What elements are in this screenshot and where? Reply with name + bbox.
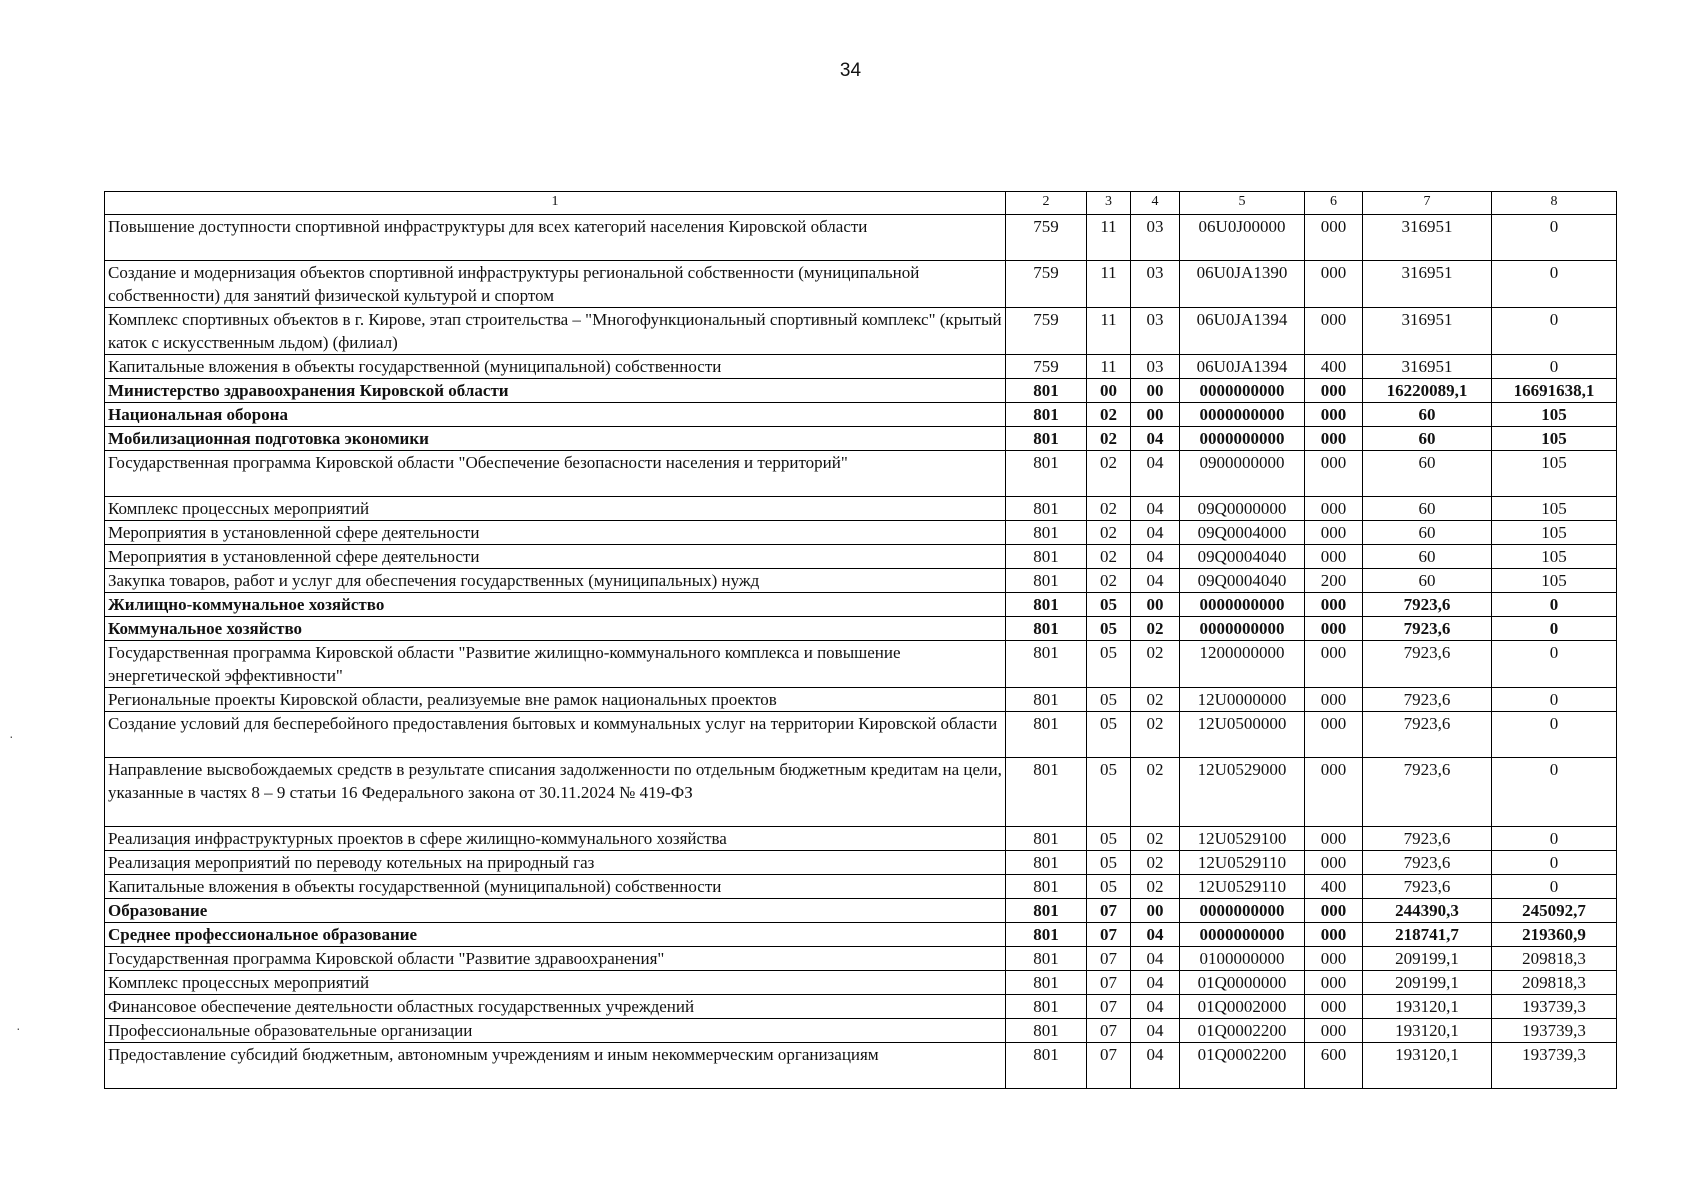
expense-type-cell: 400 bbox=[1305, 875, 1363, 899]
ministry-code-cell: 759 bbox=[1006, 355, 1087, 379]
section-code-cell: 05 bbox=[1087, 827, 1131, 851]
expense-type-cell: 000 bbox=[1305, 379, 1363, 403]
column-header-8: 8 bbox=[1492, 192, 1617, 215]
amount-year2-cell: 0 bbox=[1492, 355, 1617, 379]
table-row bbox=[105, 569, 1617, 593]
expense-type-cell: 000 bbox=[1305, 497, 1363, 521]
table-row bbox=[105, 261, 1617, 308]
amount-year1-cell: 60 bbox=[1363, 403, 1492, 427]
subsection-code-cell: 03 bbox=[1131, 215, 1180, 261]
expense-type-cell: 000 bbox=[1305, 712, 1363, 758]
target-article-cell: 12U0500000 bbox=[1180, 712, 1305, 758]
amount-year2-cell: 0 bbox=[1492, 308, 1617, 355]
ministry-code-cell: 801 bbox=[1006, 379, 1087, 403]
subsection-code-cell: 02 bbox=[1131, 641, 1180, 688]
subsection-code-cell: 04 bbox=[1131, 1019, 1180, 1043]
amount-year1-cell: 193120,1 bbox=[1363, 1043, 1492, 1089]
amount-year2-cell: 0 bbox=[1492, 688, 1617, 712]
subsection-code-cell: 04 bbox=[1131, 427, 1180, 451]
subsection-code-cell: 04 bbox=[1131, 923, 1180, 947]
target-article-cell: 01Q0002200 bbox=[1180, 1019, 1305, 1043]
row-name-cell: Создание условий для бесперебойного предоставления бытовых и коммунальных услуг на территории Кировской области bbox=[105, 712, 1006, 758]
amount-year1-cell: 209199,1 bbox=[1363, 971, 1492, 995]
target-article-cell: 12U0529110 bbox=[1180, 875, 1305, 899]
amount-year2-cell: 0 bbox=[1492, 617, 1617, 641]
target-article-cell: 0000000000 bbox=[1180, 617, 1305, 641]
subsection-code-cell: 02 bbox=[1131, 617, 1180, 641]
table-row bbox=[105, 593, 1617, 617]
expense-type-cell: 000 bbox=[1305, 617, 1363, 641]
ministry-code-cell: 759 bbox=[1006, 215, 1087, 261]
row-name-cell: Мобилизационная подготовка экономики bbox=[105, 427, 1006, 451]
section-code-cell: 05 bbox=[1087, 758, 1131, 827]
ministry-code-cell: 801 bbox=[1006, 1019, 1087, 1043]
target-article-cell: 09Q0004040 bbox=[1180, 545, 1305, 569]
amount-year1-cell: 16220089,1 bbox=[1363, 379, 1492, 403]
amount-year2-cell: 193739,3 bbox=[1492, 1019, 1617, 1043]
table-row bbox=[105, 995, 1617, 1019]
ministry-code-cell: 801 bbox=[1006, 971, 1087, 995]
table-row bbox=[105, 758, 1617, 827]
amount-year1-cell: 218741,7 bbox=[1363, 923, 1492, 947]
budget-table-container bbox=[104, 191, 1616, 1089]
target-article-cell: 0000000000 bbox=[1180, 379, 1305, 403]
row-name-cell: Комплекс спортивных объектов в г. Кирове, этап строительства – "Многофункциональный спортивный комплекс" (крытый каток с искусственным льдом) (филиал) bbox=[105, 308, 1006, 355]
section-code-cell: 07 bbox=[1087, 1019, 1131, 1043]
section-code-cell: 11 bbox=[1087, 308, 1131, 355]
table-row bbox=[105, 1019, 1617, 1043]
expense-type-cell: 000 bbox=[1305, 947, 1363, 971]
column-header-1: 1 bbox=[105, 192, 1006, 215]
amount-year1-cell: 193120,1 bbox=[1363, 995, 1492, 1019]
scan-dot-left-2: · bbox=[16, 1020, 21, 1036]
section-code-cell: 07 bbox=[1087, 923, 1131, 947]
table-row bbox=[105, 427, 1617, 451]
expense-type-cell: 000 bbox=[1305, 308, 1363, 355]
target-article-cell: 01Q0002200 bbox=[1180, 1043, 1305, 1089]
amount-year2-cell: 193739,3 bbox=[1492, 1043, 1617, 1089]
amount-year2-cell: 209818,3 bbox=[1492, 947, 1617, 971]
subsection-code-cell: 04 bbox=[1131, 947, 1180, 971]
amount-year2-cell: 105 bbox=[1492, 403, 1617, 427]
column-number-row bbox=[105, 192, 1617, 215]
table-row bbox=[105, 215, 1617, 261]
target-article-cell: 12U0529100 bbox=[1180, 827, 1305, 851]
amount-year1-cell: 60 bbox=[1363, 451, 1492, 497]
column-header-5: 5 bbox=[1180, 192, 1305, 215]
ministry-code-cell: 801 bbox=[1006, 827, 1087, 851]
subsection-code-cell: 02 bbox=[1131, 875, 1180, 899]
subsection-code-cell: 04 bbox=[1131, 569, 1180, 593]
amount-year1-cell: 60 bbox=[1363, 497, 1492, 521]
section-code-cell: 00 bbox=[1087, 379, 1131, 403]
subsection-code-cell: 00 bbox=[1131, 379, 1180, 403]
budget-table-body bbox=[105, 192, 1617, 1089]
amount-year2-cell: 0 bbox=[1492, 851, 1617, 875]
section-code-cell: 02 bbox=[1087, 545, 1131, 569]
expense-type-cell: 000 bbox=[1305, 545, 1363, 569]
row-name-cell: Коммунальное хозяйство bbox=[105, 617, 1006, 641]
expense-type-cell: 000 bbox=[1305, 593, 1363, 617]
table-row bbox=[105, 923, 1617, 947]
table-row bbox=[105, 712, 1617, 758]
amount-year2-cell: 245092,7 bbox=[1492, 899, 1617, 923]
section-code-cell: 02 bbox=[1087, 451, 1131, 497]
table-row bbox=[105, 851, 1617, 875]
row-name-cell: Финансовое обеспечение деятельности областных государственных учреждений bbox=[105, 995, 1006, 1019]
amount-year1-cell: 7923,6 bbox=[1363, 617, 1492, 641]
column-header-2: 2 bbox=[1006, 192, 1087, 215]
ministry-code-cell: 801 bbox=[1006, 947, 1087, 971]
column-header-3: 3 bbox=[1087, 192, 1131, 215]
table-row bbox=[105, 497, 1617, 521]
amount-year2-cell: 0 bbox=[1492, 827, 1617, 851]
amount-year1-cell: 7923,6 bbox=[1363, 827, 1492, 851]
row-name-cell: Среднее профессиональное образование bbox=[105, 923, 1006, 947]
ministry-code-cell: 801 bbox=[1006, 451, 1087, 497]
row-name-cell: Жилищно-коммунальное хозяйство bbox=[105, 593, 1006, 617]
subsection-code-cell: 02 bbox=[1131, 851, 1180, 875]
ministry-code-cell: 801 bbox=[1006, 497, 1087, 521]
row-name-cell: Предоставление субсидий бюджетным, автономным учреждениям и иным некоммерческим организациям bbox=[105, 1043, 1006, 1089]
ministry-code-cell: 801 bbox=[1006, 403, 1087, 427]
section-code-cell: 11 bbox=[1087, 261, 1131, 308]
table-row bbox=[105, 451, 1617, 497]
amount-year2-cell: 105 bbox=[1492, 427, 1617, 451]
ministry-code-cell: 801 bbox=[1006, 875, 1087, 899]
column-header-4: 4 bbox=[1131, 192, 1180, 215]
ministry-code-cell: 801 bbox=[1006, 923, 1087, 947]
ministry-code-cell: 801 bbox=[1006, 569, 1087, 593]
target-article-cell: 06U0JA1390 bbox=[1180, 261, 1305, 308]
section-code-cell: 02 bbox=[1087, 497, 1131, 521]
target-article-cell: 12U0529110 bbox=[1180, 851, 1305, 875]
table-row bbox=[105, 545, 1617, 569]
ministry-code-cell: 801 bbox=[1006, 545, 1087, 569]
expense-type-cell: 000 bbox=[1305, 971, 1363, 995]
expense-type-cell: 000 bbox=[1305, 923, 1363, 947]
section-code-cell: 07 bbox=[1087, 899, 1131, 923]
ministry-code-cell: 759 bbox=[1006, 261, 1087, 308]
amount-year1-cell: 7923,6 bbox=[1363, 875, 1492, 899]
section-code-cell: 05 bbox=[1087, 712, 1131, 758]
table-row bbox=[105, 899, 1617, 923]
target-article-cell: 0000000000 bbox=[1180, 923, 1305, 947]
row-name-cell: Реализация мероприятий по переводу котельных на природный газ bbox=[105, 851, 1006, 875]
expense-type-cell: 600 bbox=[1305, 1043, 1363, 1089]
amount-year2-cell: 105 bbox=[1492, 521, 1617, 545]
section-code-cell: 05 bbox=[1087, 875, 1131, 899]
expense-type-cell: 000 bbox=[1305, 899, 1363, 923]
row-name-cell: Комплекс процессных мероприятий bbox=[105, 971, 1006, 995]
expense-type-cell: 000 bbox=[1305, 641, 1363, 688]
table-row bbox=[105, 688, 1617, 712]
section-code-cell: 11 bbox=[1087, 215, 1131, 261]
amount-year1-cell: 60 bbox=[1363, 569, 1492, 593]
target-article-cell: 06U0J00000 bbox=[1180, 215, 1305, 261]
expense-type-cell: 000 bbox=[1305, 427, 1363, 451]
subsection-code-cell: 03 bbox=[1131, 355, 1180, 379]
amount-year2-cell: 219360,9 bbox=[1492, 923, 1617, 947]
amount-year1-cell: 7923,6 bbox=[1363, 641, 1492, 688]
table-row bbox=[105, 827, 1617, 851]
table-row bbox=[105, 403, 1617, 427]
row-name-cell: Создание и модернизация объектов спортивной инфраструктуры региональной собственности (муниципальной собственности) для занятий физической культурой и спортом bbox=[105, 261, 1006, 308]
amount-year1-cell: 244390,3 bbox=[1363, 899, 1492, 923]
amount-year1-cell: 7923,6 bbox=[1363, 712, 1492, 758]
target-article-cell: 01Q0002000 bbox=[1180, 995, 1305, 1019]
amount-year2-cell: 0 bbox=[1492, 593, 1617, 617]
subsection-code-cell: 02 bbox=[1131, 827, 1180, 851]
target-article-cell: 1200000000 bbox=[1180, 641, 1305, 688]
page-number: 34 bbox=[839, 60, 862, 81]
section-code-cell: 07 bbox=[1087, 1043, 1131, 1089]
row-name-cell: Направление высвобождаемых средств в результате списания задолженности по отдельным бюджетным кредитам на цели, указанные в частях 8 – 9 статьи 16 Федерального закона от 30.11.2024 № 419-ФЗ bbox=[105, 758, 1006, 827]
subsection-code-cell: 02 bbox=[1131, 688, 1180, 712]
target-article-cell: 0900000000 bbox=[1180, 451, 1305, 497]
section-code-cell: 02 bbox=[1087, 403, 1131, 427]
row-name-cell: Образование bbox=[105, 899, 1006, 923]
subsection-code-cell: 03 bbox=[1131, 308, 1180, 355]
amount-year2-cell: 105 bbox=[1492, 497, 1617, 521]
subsection-code-cell: 00 bbox=[1131, 593, 1180, 617]
target-article-cell: 0000000000 bbox=[1180, 403, 1305, 427]
amount-year1-cell: 7923,6 bbox=[1363, 851, 1492, 875]
ministry-code-cell: 759 bbox=[1006, 308, 1087, 355]
amount-year1-cell: 7923,6 bbox=[1363, 593, 1492, 617]
row-name-cell: Мероприятия в установленной сфере деятельности bbox=[105, 521, 1006, 545]
amount-year2-cell: 0 bbox=[1492, 712, 1617, 758]
expense-type-cell: 000 bbox=[1305, 851, 1363, 875]
amount-year2-cell: 16691638,1 bbox=[1492, 379, 1617, 403]
expense-type-cell: 000 bbox=[1305, 215, 1363, 261]
expense-type-cell: 200 bbox=[1305, 569, 1363, 593]
subsection-code-cell: 04 bbox=[1131, 971, 1180, 995]
budget-table bbox=[104, 191, 1617, 1089]
ministry-code-cell: 801 bbox=[1006, 688, 1087, 712]
subsection-code-cell: 02 bbox=[1131, 712, 1180, 758]
subsection-code-cell: 04 bbox=[1131, 451, 1180, 497]
ministry-code-cell: 801 bbox=[1006, 899, 1087, 923]
amount-year2-cell: 0 bbox=[1492, 875, 1617, 899]
column-header-6: 6 bbox=[1305, 192, 1363, 215]
section-code-cell: 05 bbox=[1087, 688, 1131, 712]
subsection-code-cell: 04 bbox=[1131, 545, 1180, 569]
amount-year2-cell: 209818,3 bbox=[1492, 971, 1617, 995]
amount-year2-cell: 193739,3 bbox=[1492, 995, 1617, 1019]
ministry-code-cell: 801 bbox=[1006, 641, 1087, 688]
target-article-cell: 09Q0004000 bbox=[1180, 521, 1305, 545]
ministry-code-cell: 801 bbox=[1006, 995, 1087, 1019]
row-name-cell: Государственная программа Кировской области "Развитие здравоохранения" bbox=[105, 947, 1006, 971]
section-code-cell: 07 bbox=[1087, 947, 1131, 971]
subsection-code-cell: 00 bbox=[1131, 899, 1180, 923]
ministry-code-cell: 801 bbox=[1006, 593, 1087, 617]
amount-year1-cell: 316951 bbox=[1363, 308, 1492, 355]
row-name-cell: Министерство здравоохранения Кировской области bbox=[105, 379, 1006, 403]
section-code-cell: 11 bbox=[1087, 355, 1131, 379]
expense-type-cell: 000 bbox=[1305, 758, 1363, 827]
expense-type-cell: 000 bbox=[1305, 261, 1363, 308]
ministry-code-cell: 801 bbox=[1006, 1043, 1087, 1089]
table-row bbox=[105, 355, 1617, 379]
section-code-cell: 07 bbox=[1087, 995, 1131, 1019]
subsection-code-cell: 03 bbox=[1131, 261, 1180, 308]
row-name-cell: Государственная программа Кировской области "Развитие жилищно-коммунального комплекса и повышение энергетической эффективности" bbox=[105, 641, 1006, 688]
section-code-cell: 05 bbox=[1087, 851, 1131, 875]
target-article-cell: 0100000000 bbox=[1180, 947, 1305, 971]
section-code-cell: 05 bbox=[1087, 641, 1131, 688]
section-code-cell: 02 bbox=[1087, 521, 1131, 545]
section-code-cell: 05 bbox=[1087, 617, 1131, 641]
amount-year1-cell: 60 bbox=[1363, 545, 1492, 569]
table-row bbox=[105, 617, 1617, 641]
amount-year2-cell: 0 bbox=[1492, 215, 1617, 261]
table-row bbox=[105, 947, 1617, 971]
expense-type-cell: 000 bbox=[1305, 521, 1363, 545]
row-name-cell: Капитальные вложения в объекты государственной (муниципальной) собственности bbox=[105, 355, 1006, 379]
section-code-cell: 05 bbox=[1087, 593, 1131, 617]
expense-type-cell: 000 bbox=[1305, 827, 1363, 851]
amount-year1-cell: 7923,6 bbox=[1363, 758, 1492, 827]
ministry-code-cell: 801 bbox=[1006, 758, 1087, 827]
target-article-cell: 12U0000000 bbox=[1180, 688, 1305, 712]
row-name-cell: Мероприятия в установленной сфере деятельности bbox=[105, 545, 1006, 569]
scan-dot-left-1: · bbox=[9, 728, 14, 744]
row-name-cell: Повышение доступности спортивной инфраструктуры для всех категорий населения Кировской области bbox=[105, 215, 1006, 261]
ministry-code-cell: 801 bbox=[1006, 427, 1087, 451]
amount-year2-cell: 0 bbox=[1492, 261, 1617, 308]
row-name-cell: Региональные проекты Кировской области, реализуемые вне рамок национальных проектов bbox=[105, 688, 1006, 712]
ministry-code-cell: 801 bbox=[1006, 851, 1087, 875]
expense-type-cell: 000 bbox=[1305, 688, 1363, 712]
section-code-cell: 02 bbox=[1087, 569, 1131, 593]
target-article-cell: 12U0529000 bbox=[1180, 758, 1305, 827]
amount-year2-cell: 105 bbox=[1492, 545, 1617, 569]
table-row bbox=[105, 971, 1617, 995]
column-header-7: 7 bbox=[1363, 192, 1492, 215]
subsection-code-cell: 04 bbox=[1131, 521, 1180, 545]
ministry-code-cell: 801 bbox=[1006, 617, 1087, 641]
table-row bbox=[105, 521, 1617, 545]
amount-year2-cell: 0 bbox=[1492, 641, 1617, 688]
row-name-cell: Капитальные вложения в объекты государственной (муниципальной) собственности bbox=[105, 875, 1006, 899]
amount-year1-cell: 60 bbox=[1363, 427, 1492, 451]
expense-type-cell: 000 bbox=[1305, 403, 1363, 427]
amount-year1-cell: 60 bbox=[1363, 521, 1492, 545]
table-row bbox=[105, 1043, 1617, 1089]
amount-year2-cell: 0 bbox=[1492, 758, 1617, 827]
row-name-cell: Государственная программа Кировской области "Обеспечение безопасности населения и территорий" bbox=[105, 451, 1006, 497]
table-row bbox=[105, 875, 1617, 899]
row-name-cell: Реализация инфраструктурных проектов в сфере жилищно-коммунального хозяйства bbox=[105, 827, 1006, 851]
amount-year1-cell: 316951 bbox=[1363, 355, 1492, 379]
expense-type-cell: 000 bbox=[1305, 451, 1363, 497]
amount-year1-cell: 193120,1 bbox=[1363, 1019, 1492, 1043]
target-article-cell: 0000000000 bbox=[1180, 899, 1305, 923]
amount-year1-cell: 7923,6 bbox=[1363, 688, 1492, 712]
subsection-code-cell: 00 bbox=[1131, 403, 1180, 427]
row-name-cell: Закупка товаров, работ и услуг для обеспечения государственных (муниципальных) нужд bbox=[105, 569, 1006, 593]
section-code-cell: 07 bbox=[1087, 971, 1131, 995]
target-article-cell: 09Q0004040 bbox=[1180, 569, 1305, 593]
amount-year1-cell: 316951 bbox=[1363, 215, 1492, 261]
ministry-code-cell: 801 bbox=[1006, 521, 1087, 545]
expense-type-cell: 400 bbox=[1305, 355, 1363, 379]
target-article-cell: 06U0JA1394 bbox=[1180, 355, 1305, 379]
amount-year1-cell: 316951 bbox=[1363, 261, 1492, 308]
section-code-cell: 02 bbox=[1087, 427, 1131, 451]
subsection-code-cell: 02 bbox=[1131, 758, 1180, 827]
subsection-code-cell: 04 bbox=[1131, 995, 1180, 1019]
expense-type-cell: 000 bbox=[1305, 1019, 1363, 1043]
amount-year2-cell: 105 bbox=[1492, 451, 1617, 497]
row-name-cell: Комплекс процессных мероприятий bbox=[105, 497, 1006, 521]
table-row bbox=[105, 641, 1617, 688]
amount-year1-cell: 209199,1 bbox=[1363, 947, 1492, 971]
table-row bbox=[105, 379, 1617, 403]
row-name-cell: Национальная оборона bbox=[105, 403, 1006, 427]
target-article-cell: 09Q0000000 bbox=[1180, 497, 1305, 521]
subsection-code-cell: 04 bbox=[1131, 497, 1180, 521]
target-article-cell: 0000000000 bbox=[1180, 593, 1305, 617]
subsection-code-cell: 04 bbox=[1131, 1043, 1180, 1089]
target-article-cell: 01Q0000000 bbox=[1180, 971, 1305, 995]
row-name-cell: Профессиональные образовательные организации bbox=[105, 1019, 1006, 1043]
amount-year2-cell: 105 bbox=[1492, 569, 1617, 593]
ministry-code-cell: 801 bbox=[1006, 712, 1087, 758]
target-article-cell: 0000000000 bbox=[1180, 427, 1305, 451]
expense-type-cell: 000 bbox=[1305, 995, 1363, 1019]
target-article-cell: 06U0JA1394 bbox=[1180, 308, 1305, 355]
table-row bbox=[105, 308, 1617, 355]
